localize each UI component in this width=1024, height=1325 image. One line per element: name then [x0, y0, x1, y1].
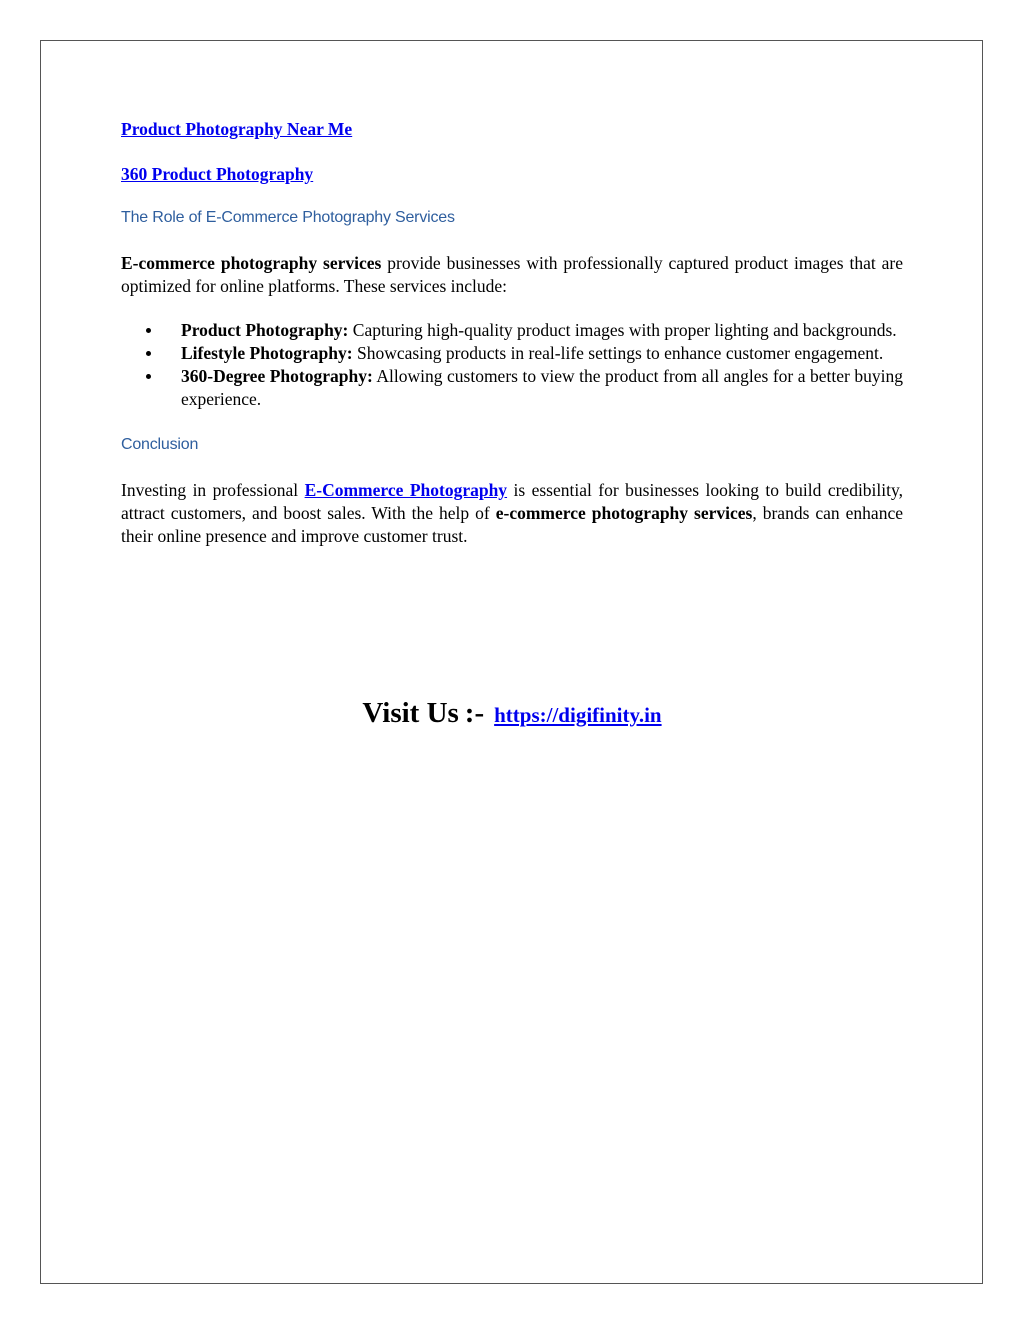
visit-us-line: [0, 697, 1024, 730]
document-content: [121, 118, 903, 569]
ecommerce-photography-link[interactable]: E-Commerce Photography: [304, 480, 508, 500]
list-item-title: Product Photography:: [181, 320, 349, 340]
conclusion-bold-term: e-commerce photography services: [495, 503, 753, 523]
role-section-intro: [121, 252, 903, 298]
list-item-text: Showcasing products in real-life settings to enhance customer engagement.: [352, 343, 884, 363]
conclusion-paragraph: [121, 479, 903, 548]
visit-separator: :-: [464, 697, 485, 729]
conclusion-text-3: , brands can enhance their online presence and improve customer trust.: [121, 503, 903, 546]
list-item: [121, 365, 903, 411]
list-item-text: Allowing customers to view the product from all angles for a better buying experience.: [181, 366, 904, 409]
website-link[interactable]: https://digifinity.in: [494, 703, 662, 727]
list-item-title: 360-Degree Photography:: [181, 366, 373, 386]
visit-us-label: Visit Us: [362, 697, 459, 729]
list-item: [121, 342, 903, 365]
list-item-title: Lifestyle Photography:: [181, 343, 353, 363]
intro-bold-term: E-commerce photography services: [121, 253, 382, 273]
intro-text: provide businesses with professionally captured product images that are optimized for online platforms. These services include:: [121, 253, 903, 296]
role-section-heading: The Role of E-Commerce Photography Services: [121, 209, 455, 226]
conclusion-text-1: Investing in professional: [121, 480, 305, 500]
product-photography-near-me-link[interactable]: Product Photography Near Me: [121, 119, 353, 139]
conclusion-text-2: is essential for businesses looking to build credibility, attract customers, and boost sales. With the help of: [121, 480, 903, 523]
bullet-icon: [146, 351, 151, 356]
conclusion-heading: Conclusion: [121, 436, 199, 453]
bullet-icon: [146, 374, 151, 379]
product-photography-360-link[interactable]: 360 Product Photography: [121, 164, 314, 184]
services-list: [121, 319, 903, 411]
list-item: [121, 319, 903, 342]
list-item-text: Capturing high-quality product images with proper lighting and backgrounds.: [348, 320, 897, 340]
bullet-icon: [146, 328, 151, 333]
